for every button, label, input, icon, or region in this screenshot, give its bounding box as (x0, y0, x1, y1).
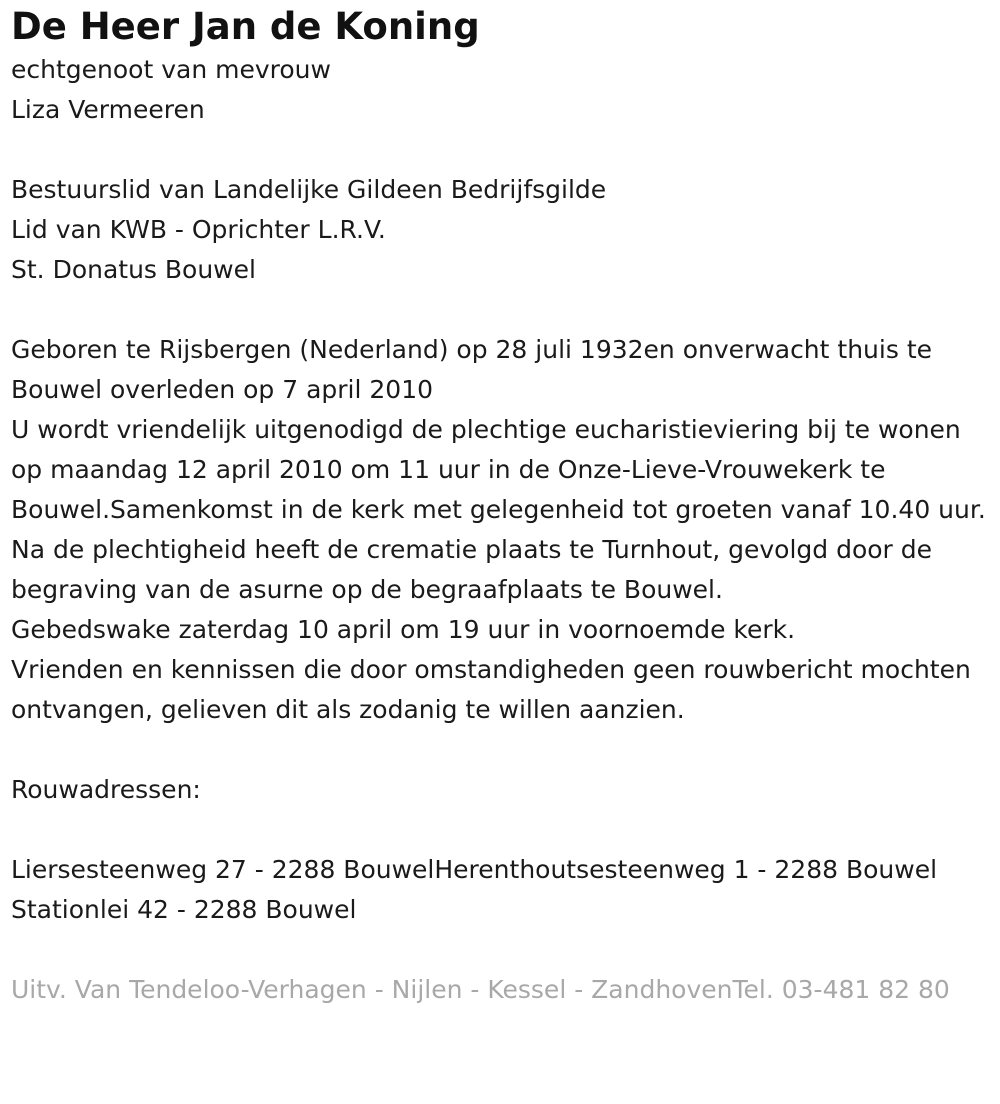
spacer (11, 730, 996, 770)
notice-paragraph: Vrienden en kennissen die door omstandigheden geen rouwbericht mochten ontvangen, gelieven dit als zodanig te willen aanzien. (11, 655, 971, 724)
address-line: Stationlei 42 - 2288 Bouwel (11, 895, 357, 924)
membership-line: St. Donatus Bouwel (11, 255, 256, 284)
memberships-block (11, 170, 996, 290)
spouse-block (11, 50, 996, 130)
spacer (11, 810, 996, 850)
addresses-label: Rouwadressen: (11, 775, 201, 804)
spacer (11, 290, 996, 330)
membership-line: Bestuurslid van Landelijke Gildeen Bedrijfsgilde (11, 175, 607, 204)
wake-paragraph: Gebedswake zaterdag 10 april om 19 uur in voornoemde kerk. (11, 615, 796, 644)
funeral-director-footer: Uitv. Van Tendeloo-Verhagen - Nijlen - Kessel - ZandhovenTel. 03-481 82 80 (11, 975, 950, 1004)
membership-line: Lid van KWB - Oprichter L.R.V. (11, 215, 386, 244)
spacer (11, 130, 996, 170)
cremation-paragraph: Na de plechtigheid heeft de crematie plaats te Turnhout, gevolgd door de begraving van de asurne op de begraafplaats te Bouwel. (11, 535, 933, 604)
spacer (11, 930, 996, 970)
invitation-paragraph: U wordt vriendelijk uitgenodigd de plechtige eucharistieviering bij te wonen op maandag 12 april 2010 om 11 uur in de Onze-Lieve-Vrouwekerk te Bouwel.Samenkomst in de kerk met gelegenheid tot groeten vanaf 10.40 uur. (11, 415, 986, 524)
addresses-block (11, 850, 996, 930)
page-title: De Heer Jan de Koning (11, 5, 480, 48)
birth-death-paragraph: Geboren te Rijsbergen (Nederland) op 28 juli 1932en onverwacht thuis te Bouwel overleden op 7 april 2010 (11, 335, 932, 404)
address-line: Liersesteenweg 27 - 2288 BouwelHerenthoutsesteenweg 1 - 2288 Bouwel (11, 855, 938, 884)
announcement-block (11, 330, 996, 730)
obituary-document (11, 4, 996, 1010)
spouse-name: Liza Vermeeren (11, 95, 205, 124)
spouse-intro: echtgenoot van mevrouw (11, 55, 331, 84)
